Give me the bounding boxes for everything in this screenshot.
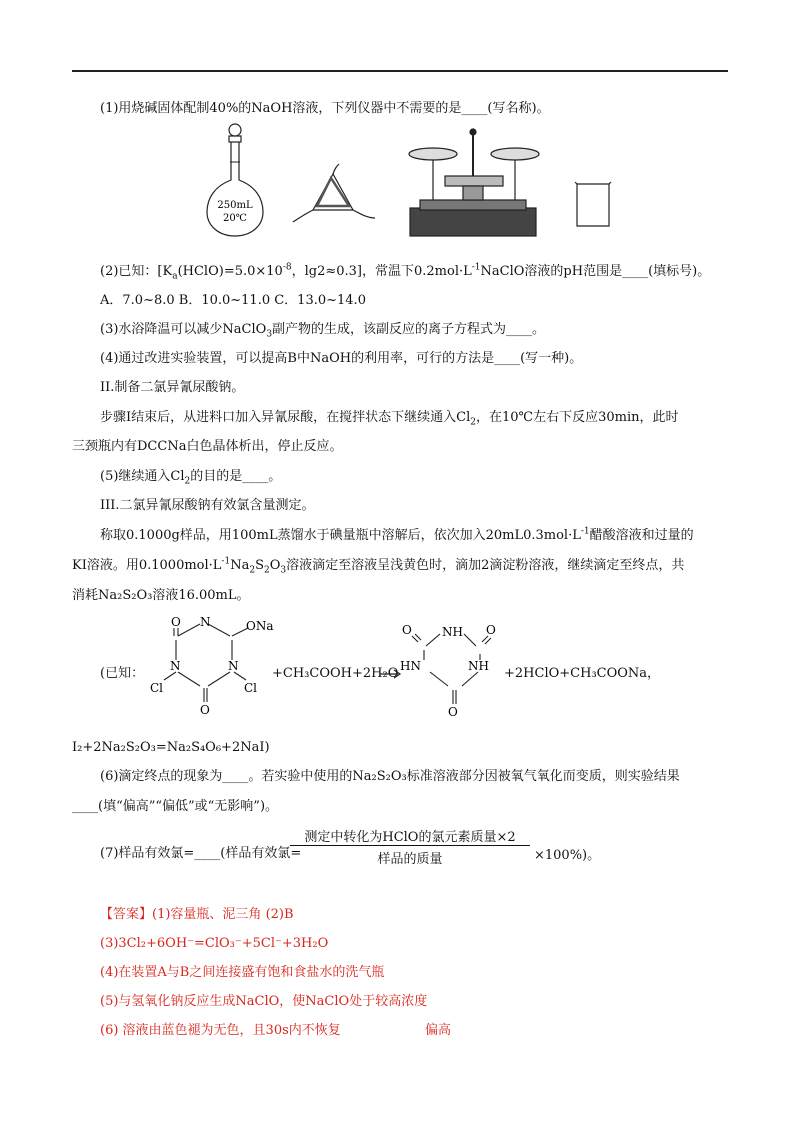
question-3: (3)水浴降温可以减少NaClO$_3$副产物的生成，该副反应的离子方程式为____。	[100, 322, 546, 340]
atom-o: O	[486, 623, 496, 637]
given-label: (已知：	[100, 666, 145, 681]
atom-hn: HN	[400, 659, 421, 673]
paragraph-1-line-1: 步骤I结束后，从进料口加入异氰尿酸，在搅拌状态下继续通入$Cl_2$，在10℃左右下反应30min，此时	[100, 410, 679, 428]
product-structure	[400, 620, 510, 720]
paragraph-2-line-2: KI溶液。用$0.1000mol\cdot L^{-1}Na_2S_2O_3$溶液滴定至溶液呈浅黄色时，滴加2滴淀粉溶液，继续滴定至终点，共	[72, 556, 685, 576]
paragraph-2-line-3: 消耗Na₂S₂O₃溶液16.00mL。	[72, 588, 250, 603]
question-6-line-2: ____(填“偏高”“偏低”或“无影响”)。	[72, 799, 279, 814]
section-3-heading: III.二氯异氰尿酸钠有效氯含量测定。	[100, 498, 315, 513]
atom-nh: NH	[442, 625, 463, 639]
top-rule	[72, 70, 728, 72]
equation-2: I₂+2Na₂S₂O₃=Na₂S₄O₆+2NaI)	[72, 740, 270, 755]
question-1: (1)用烧碱固体配制40%的NaOH溶液，下列仪器中不需要的是____(写名称)。	[100, 101, 550, 116]
equation-right: +2HClO+CH₃COONa，	[504, 666, 661, 681]
atom-cl: Cl	[150, 681, 164, 695]
atom-o: O	[171, 615, 181, 629]
question-4: (4)通过改进实验装置，可以提高B中NaOH的利用率，可行的方法是____(写一种)。	[100, 351, 583, 366]
answer-1-2: 【答案】(1)容量瓶、泥三角 (2)B	[100, 907, 294, 922]
beaker-icon	[575, 182, 611, 226]
effective-chlorine-fraction	[290, 826, 530, 870]
atom-ona: ONa	[246, 619, 274, 633]
atom-n: N	[170, 659, 181, 673]
paragraph-1-line-2: 三颈瓶内有DCCNa白色晶体析出，停止反应。	[72, 439, 343, 454]
answer-6-result: 偏高	[425, 1023, 452, 1038]
atom-cl: Cl	[244, 681, 258, 695]
flask-label-temp: 20℃	[223, 213, 247, 224]
answer-6: (6) 溶液由蓝色褪为无色，且30s内不恢复	[100, 1023, 341, 1038]
question-5: (5)继续通入$Cl_2$的目的是____。	[100, 469, 282, 487]
answer-5: (5)与氢氧化钠反应生成NaClO，使NaClO处于较高浓度	[100, 994, 428, 1009]
fraction-denominator: 样品的质量	[377, 852, 443, 867]
question-7-tail: ×100%)。	[534, 848, 601, 863]
answer-3: (3)3Cl₂+6OH⁻=ClO₃⁻+5Cl⁻+3H₂O	[100, 936, 329, 951]
paragraph-2-line-1: 称取0.1000g样品，用100mL蒸馏水于碘量瓶中溶解后，依次加入$20mL0.3mol\cdot L^{-1}$醋酸溶液和过量的	[100, 526, 694, 543]
atom-o: O	[402, 623, 412, 637]
clay-triangle-icon	[293, 164, 375, 222]
answer-4: (4)在装置A与B之间连接盛有饱和食盐水的洗气瓶	[100, 965, 385, 980]
question-2-options: A．7.0~8.0 B．10.0~11.0 C．13.0~14.0	[100, 293, 366, 308]
fraction-numerator: 测定中转化为HClO的氯元素质量×2	[304, 830, 516, 845]
flask-label-volume: 250mL	[217, 200, 253, 211]
question-2: (2)已知：[$K_a(HClO)=5.0\times 10^{-8}$，lg2≈0.3]，常温下$0.2mol\cdot L^{-1}NaClO$溶液的pH范围是____(填标号)。	[100, 262, 711, 282]
fraction-bar	[290, 845, 530, 846]
atom-o: O	[448, 705, 458, 719]
question-6-line-1: (6)滴定终点的现象为____。若实验中使用的Na₂S₂O₃标准溶液部分因被氧气氧化而变质，则实验结果	[100, 769, 680, 784]
instruments-figure	[205, 122, 625, 244]
atom-o: O	[200, 703, 210, 717]
question-7: (7)样品有效氯=____(样品有效氯=	[100, 846, 302, 861]
atom-nh: NH	[468, 659, 489, 673]
answer-label: 【答案】	[100, 907, 153, 922]
balance-scale-icon	[409, 129, 539, 236]
section-2-heading: II.制备二氯异氰尿酸钠。	[100, 380, 245, 395]
reaction-arrow-icon	[380, 668, 402, 680]
reactant-structure	[150, 614, 280, 724]
atom-n: N	[200, 615, 211, 629]
atom-n: N	[228, 659, 239, 673]
equation-middle: +CH₃COOH+2H₂O	[272, 666, 399, 681]
